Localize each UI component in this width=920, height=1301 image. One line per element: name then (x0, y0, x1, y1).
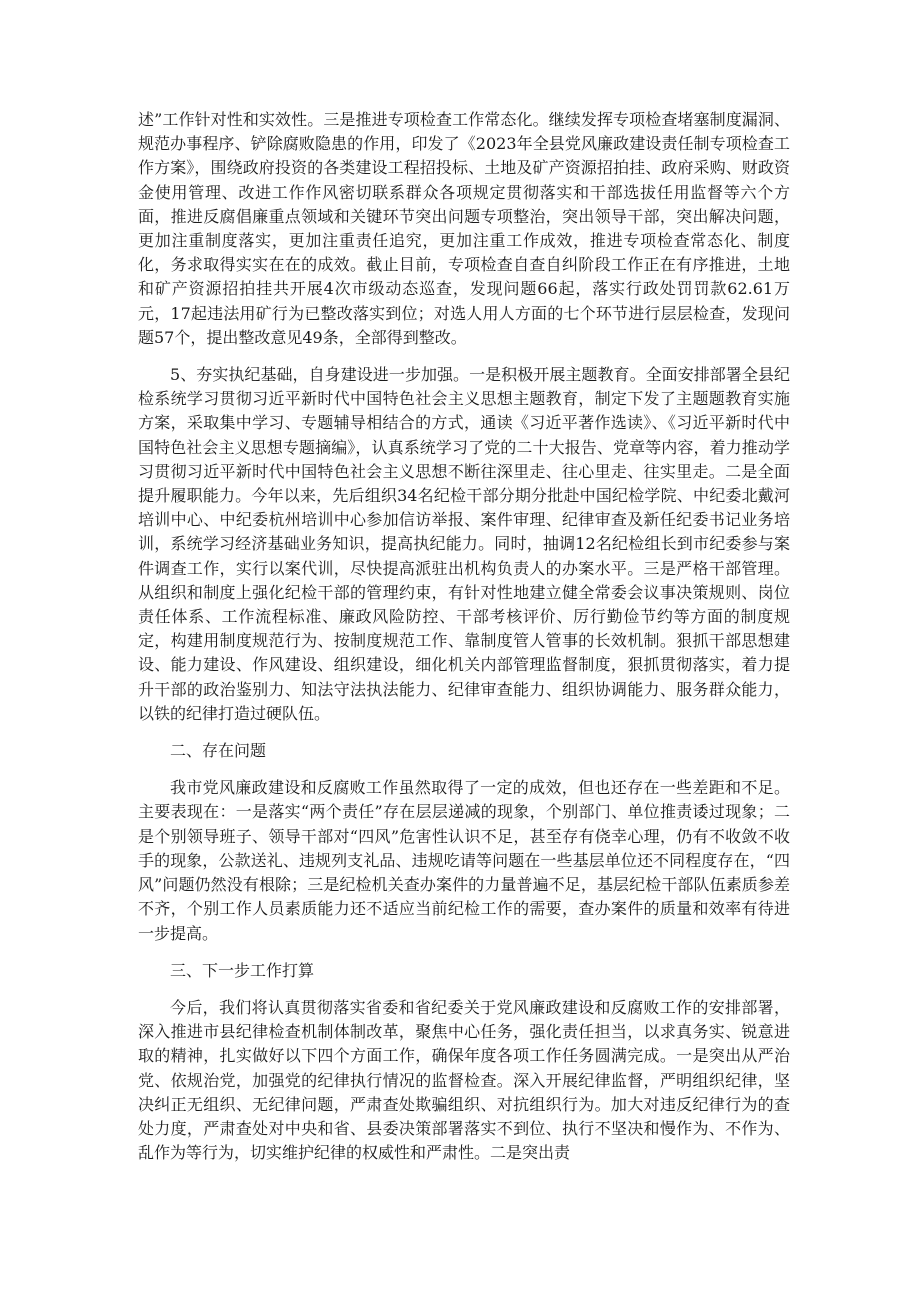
section-heading-problems: 二、存在问题 (170, 741, 267, 761)
paragraph-problems: 我市党风廉政建设和反腐败工作虽然取得了一定的成效，但也还存在一些差距和不足。主要表现在：一是落实“两个责任”存在层层递减的现象，个别部门、单位推责诿过现象；二是个别领导班子、领导干部对“四风”危害性认识不足，甚至存有侥幸心理，仍有不收敛不收手的现象，公款送礼、违规列支礼品、违规吃请等问题在一些基层单位还不同程度存在，“四风”问题仍然没有根除；三是纪检机关查办案件的力量普遍不足，基层纪检干部队伍素质参差不齐，个别工作人员素质能力还不适应当前纪检工作的需要，查办案件的质量和效率有待进一步提高。 (138, 778, 790, 943)
paragraph-item-5: 5、夯实执纪基础，自身建设进一步加强。一是积极开展主题教育。全面安排部署全县纪检系统学习贯彻习近平新时代中国特色社会主义思想主题教育，制定下发了主题题教育实施方案，采取集中学习、专题辅导相结合的方式，通读《习近平著作选读》、《习近平新时代中国特色社会主义思想专题摘编》，认真系统学习了党的二十大报告、党章等内容，着力推动学习贯彻习近平新时代中国特色社会主义思想不断往深里走、往心里走、往实里走。二是全面提升履职能力。今年以来，先后组织34名纪检干部分期分批赴中国纪检学院、中纪委北戴河培训中心、中纪委杭州培训中心参加信访举报、案件审理、纪律审查及新任纪委书记业务培训，系统学习经济基础业务知识，提高执纪能力。同时，抽调12名纪检组长到市纪委参与案件调查工作，实行以案代训，尽快提高派驻出机构负责人的办案水平。三是严格干部管理。从组织和制度上强化纪检干部的管理约束，有针对性地建立健全常委会议事决策规则、岗位责任体系、工作流程标准、廉政风险防控、干部考核评价、厉行勤俭节约等方面的制度规定，构建用制度规范行为、按制度规范工作、靠制度管人管事的长效机制。狠抓干部思想建设、能力建设、作风建设、组织建设，细化机关内部管理监督制度，狠抓贯彻落实，着力提升干部的政治鉴别力、知法守法执法能力、纪律审查能力、组织协调能力、服务群众能力，以铁的纪律打造过硬队伍。 (138, 365, 790, 723)
paragraph-continued: 述”工作针对性和实效性。三是推进专项检查工作常态化。继续发挥专项检查堵塞制度漏洞、规范办事程序、铲除腐败隐患的作用，印发了《2023年全县党风廉政建设责任制专项检查工作方案》，围绕政府投资的各类建设工程招投标、土地及矿产资源招拍挂、政府采购、财政资金使用管理、改进工作作风密切联系群众各项规定贯彻落实和干部选拔任用监督等六个方面，推进反腐倡廉重点领域和关键环节突出问题专项整治，突出领导干部，突出解决问题，更加注重制度落实，更加注重责任追究，更加注重工作成效，推进专项检查常态化、制度化，务求取得实实在在的成效。截止目前，专项检查自查自纠阶段工作正在有序推进，土地和矿产资源招拍挂共开展4次市级动态巡查，发现问题66起，落实行政处罚罚款62.61万元，17起违法用矿行为已整改落实到位；对选人用人方面的七个环节进行层层检查，发现问题57个，提出整改意见49条，全部得到整改。 (138, 110, 790, 347)
document-body (138, 108, 790, 1178)
paragraph-next-steps: 今后，我们将认真贯彻落实省委和省纪委关于党风廉政建设和反腐败工作的安排部署，深入推进市县纪律检查机制体制改革，聚焦中心任务，强化责任担当，以求真务实、锐意进取的精神，扎实做好以下四个方面工作，确保年度各项工作任务圆满完成。一是突出从严治党、依规治党，加强党的纪律执行情况的监督检查。深入开展纪律监督，严明组织纪律，坚决纠正无组织、无纪律问题，严肃查处欺骗组织、对抗组织行为。加大对违反纪律行为的查处力度，严肃查处对中央和省、县委决策部署落实不到位、执行不坚决和慢作为、不作为、乱作为等行为，切实维护纪律的权威性和严肃性。二是突出责 (138, 997, 790, 1163)
section-heading-next-steps: 三、下一步工作打算 (170, 960, 315, 980)
